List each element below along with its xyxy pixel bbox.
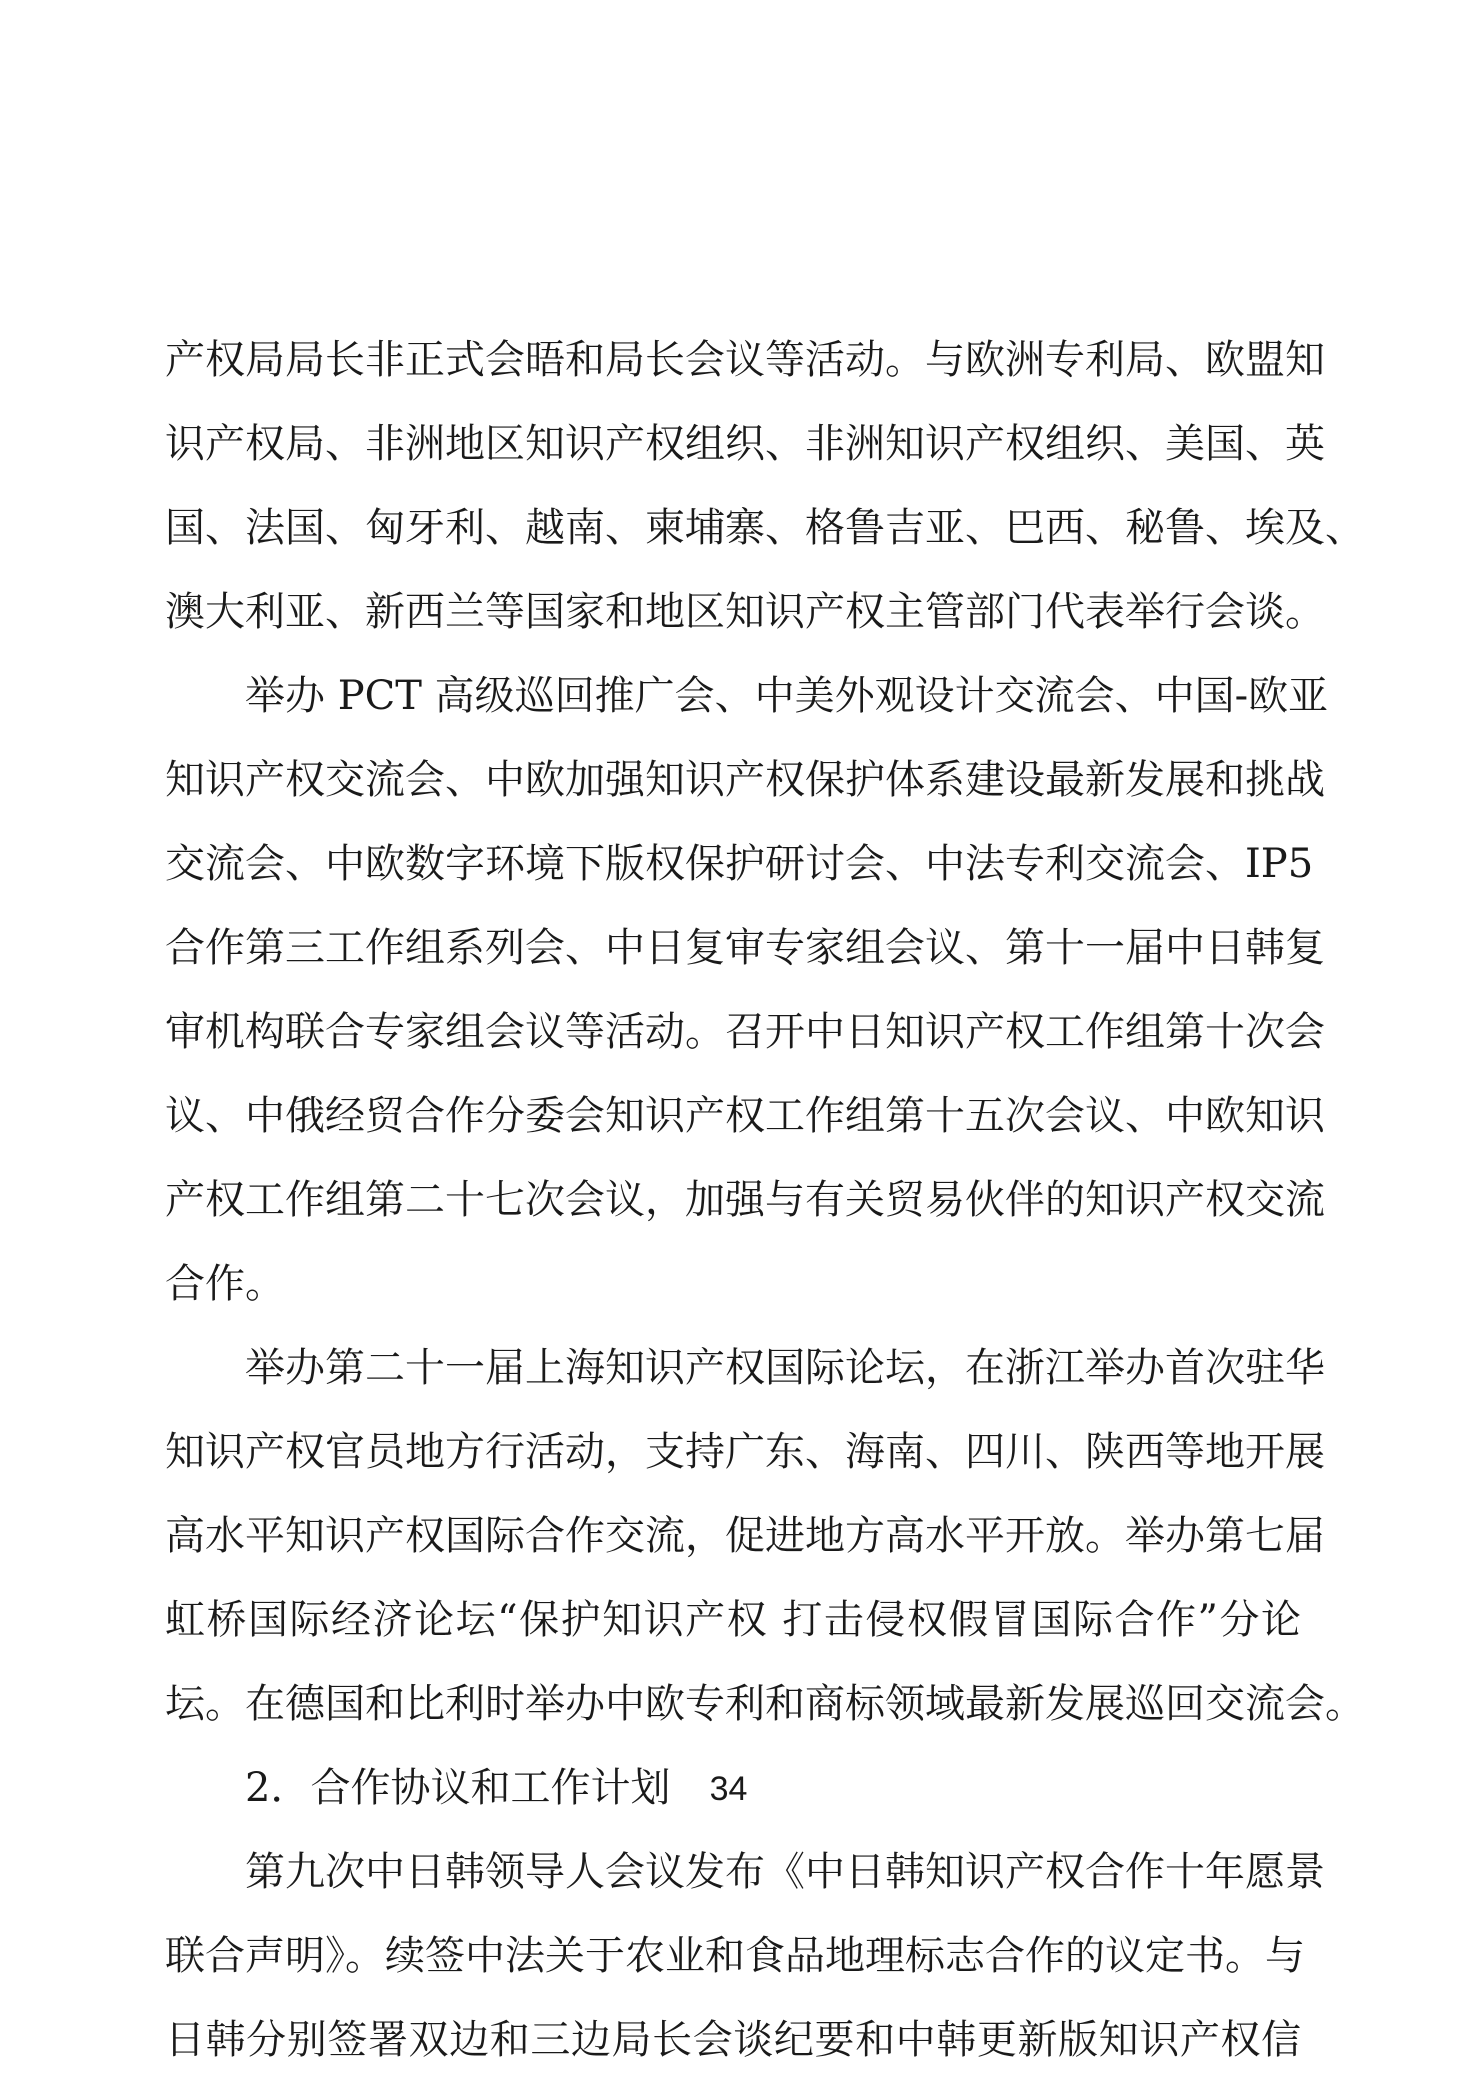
text-line: 知识产权交流会、中欧加强知识产权保护体系建设最新发展和挑战 — [165, 757, 1325, 803]
text-line: 合作第三工作组系列会、中日复审专家组会议、第十一届中日韩复 — [165, 925, 1325, 971]
paragraph-4 — [165, 1830, 1325, 2082]
text-line: 产权工作组第二十七次会议，加强与有关贸易伙伴的知识产权交流 — [165, 1177, 1325, 1223]
section-heading: 2．合作协议和工作计划 — [245, 1765, 671, 1811]
text-line: 产权局局长非正式会晤和局长会议等活动。与欧洲专利局、欧盟知 — [165, 337, 1325, 383]
text-line: 澳大利亚、新西兰等国家和地区知识产权主管部门代表举行会谈。 — [165, 589, 1325, 635]
text-line: 日韩分别签署双边和三边局长会谈纪要和中韩更新版知识产权信 — [165, 2017, 1301, 2063]
text-line: 国、法国、匈牙利、越南、柬埔寨、格鲁吉亚、巴西、秘鲁、埃及、 — [165, 505, 1365, 551]
text-line: 识产权局、非洲地区知识产权组织、非洲知识产权组织、美国、英 — [165, 421, 1325, 467]
text-line: 合作。 — [165, 1261, 285, 1307]
text-line: 审机构联合专家组会议等活动。召开中日知识产权工作组第十次会 — [165, 1009, 1325, 1055]
paragraph-2 — [165, 654, 1329, 1326]
text-line: 第九次中日韩领导人会议发布《中日韩知识产权合作十年愿景 — [245, 1849, 1325, 1895]
text-line: 坛。在德国和比利时举办中欧专利和商标领域最新发展巡回交流会。 — [165, 1681, 1365, 1727]
body-text — [165, 318, 1365, 2082]
text-line: 联合声明》。续签中法关于农业和食品地理标志合作的议定书。与 — [165, 1933, 1305, 1979]
text-line: 议、中俄经贸合作分委会知识产权工作组第十五次会议、中欧知识 — [165, 1093, 1325, 1139]
text-line: 举办第二十一届上海知识产权国际论坛，在浙江举办首次驻华 — [245, 1345, 1325, 1391]
paragraph-3 — [165, 1326, 1365, 1746]
text-line: 知识产权官员地方行活动，支持广东、海南、四川、陕西等地开展 — [165, 1429, 1325, 1475]
text-line: 虹桥国际经济论坛“保护知识产权 打击侵权假冒国际合作”分论 — [165, 1597, 1301, 1643]
text-line: 举办 PCT 高级巡回推广会、中美外观设计交流会、中国-欧亚 — [245, 673, 1329, 719]
text-line: 高水平知识产权国际合作交流，促进地方高水平开放。举办第七届 — [165, 1513, 1325, 1559]
paragraph-1 — [165, 318, 1365, 654]
text-line: 交流会、中欧数字环境下版权保护研讨会、中法专利交流会、IP5 — [165, 841, 1314, 887]
page-number: 34 — [709, 1770, 748, 1808]
